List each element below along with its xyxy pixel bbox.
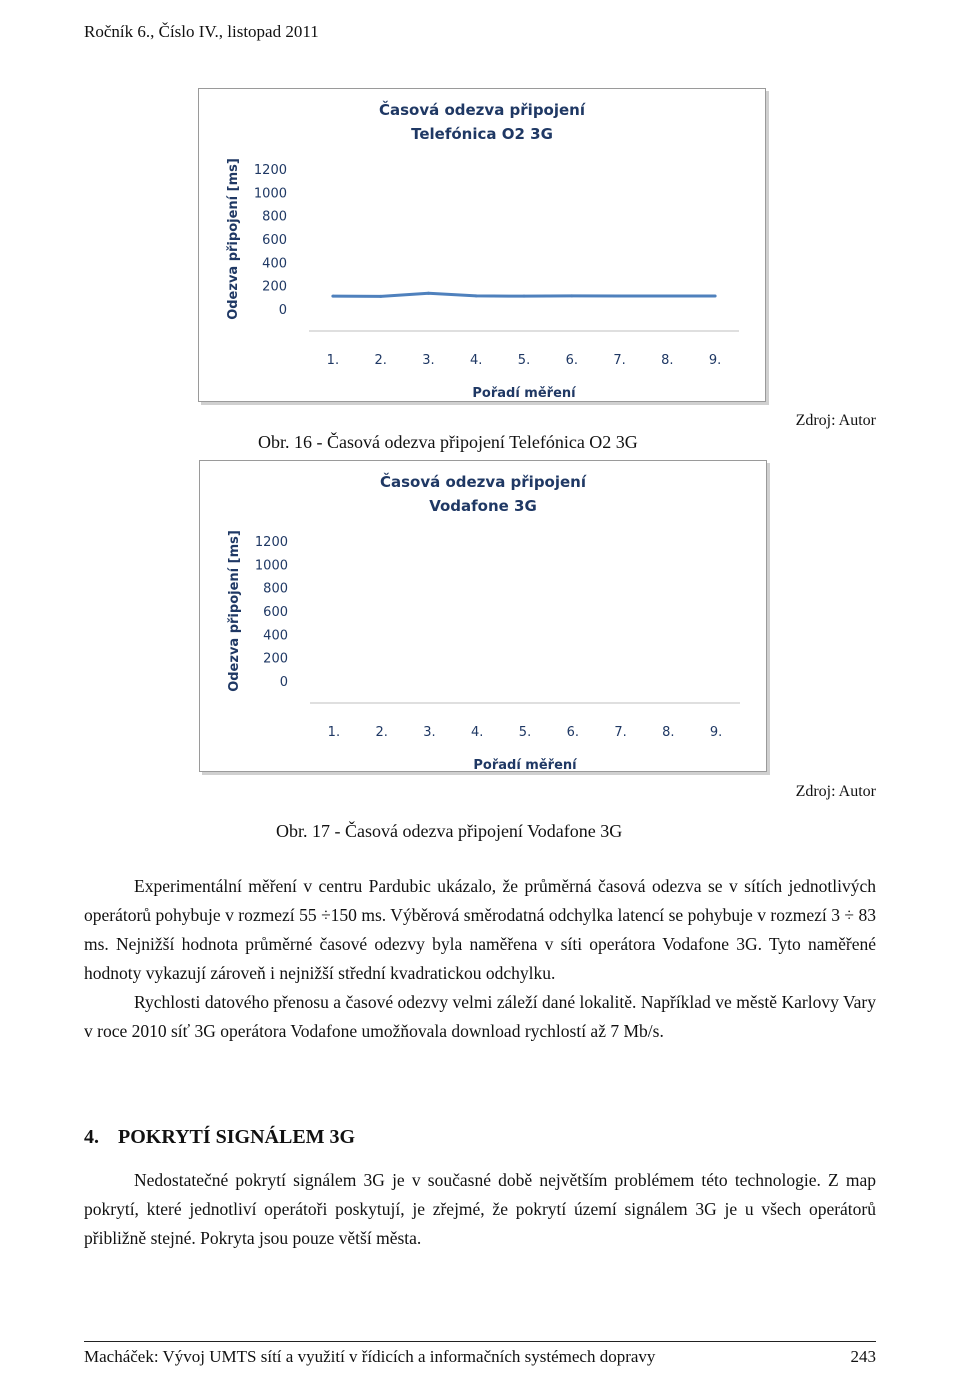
paragraph-2: Rychlosti datového přenosu a časové odezvy velmi záleží dané lokalitě. Například ve městě Karlovy Vary v roce 2010 síť 3G operátora Vodafone umožňovala download rychlostí až 7 Mb/s.	[84, 992, 876, 1041]
section-heading	[84, 1126, 355, 1149]
page-number: 243	[850, 1347, 876, 1366]
y-tick-label: 400	[263, 628, 288, 644]
y-tick-label: 600	[263, 605, 288, 620]
x-tick-label: 3.	[423, 725, 436, 740]
x-tick-label: 2.	[374, 353, 387, 368]
running-header: Ročník 6., Číslo IV., listopad 2011	[84, 22, 319, 41]
x-tick-label: 9.	[708, 353, 722, 368]
y-tick-label: 0	[279, 675, 288, 690]
chart-title: Časová odezva připojení	[378, 101, 586, 119]
figure-16-caption: Obr. 16 - Časová odezva připojení Telefónica O2 3G	[258, 432, 638, 452]
chart-title: Časová odezva připojení	[379, 473, 587, 491]
y-tick-label: 1200	[253, 163, 287, 178]
y-tick-label: 200	[263, 651, 288, 667]
x-tick-label: 1.	[327, 725, 341, 740]
x-tick-label: 7.	[614, 725, 627, 740]
y-tick-label: 800	[262, 209, 287, 225]
chart-subtitle: Vodafone 3G	[429, 497, 537, 515]
x-tick-label: 6.	[566, 725, 579, 740]
paragraph-1: Experimentální měření v centru Pardubic ukázalo, že průměrná časová odezva se v sítích jednotlivých operátorů pohybuje v rozmezí 55 ÷150 ms. Výběrová směrodatná odchylka latencí se pohybuje v rozmezí 3 ÷ 83 ms. Nejnižší hodnota průměrné časové odezvy byla naměřena v síti operátora Vodafone 3G. Tyto naměřené hodnoty vykazují zároveň i nejnižší střední kvadratickou odchylku.	[84, 876, 876, 983]
figure-16-source: Zdroj: Autor	[795, 412, 876, 429]
chart-subtitle: Telefónica O2 3G	[411, 125, 553, 143]
body-section-2	[84, 1166, 876, 1253]
x-tick-label: 8.	[662, 725, 675, 740]
footer-rule	[84, 1341, 876, 1342]
data-point	[427, 292, 430, 295]
body-section	[84, 872, 876, 1046]
y-tick-label: 1000	[254, 558, 288, 574]
y-tick-label: 1000	[253, 186, 287, 202]
data-point	[618, 295, 621, 298]
section-number: 4.	[84, 1126, 99, 1148]
x-axis-label: Pořadí měření	[473, 758, 577, 771]
data-point	[379, 295, 382, 298]
y-tick-label: 0	[278, 303, 287, 318]
figure-17-chart	[199, 460, 767, 772]
x-tick-label: 7.	[613, 353, 626, 368]
y-tick-label: 400	[262, 256, 287, 272]
chart-o2	[199, 89, 765, 401]
x-tick-label: 4.	[471, 725, 484, 740]
data-point	[331, 295, 334, 298]
x-tick-label: 3.	[422, 353, 435, 368]
x-axis-label: Pořadí měření	[472, 386, 576, 401]
paragraph-3: Nedostatečné pokrytí signálem 3G je v současné době největším problémem této technologie. Z map pokrytí, které jednotliví operátoři poskytují, je zřejmé, že pokrytí území signálem 3G je u všech operátorů přibližně stejné. Pokryta jsou pouze větší města.	[84, 1170, 876, 1248]
data-point	[475, 294, 478, 297]
data-point	[570, 294, 573, 297]
y-axis-label: Odezva připojení [ms]	[226, 158, 241, 320]
data-point	[523, 295, 526, 298]
data-point	[666, 295, 669, 298]
x-tick-label: 6.	[565, 353, 578, 368]
figure-17-caption: Obr. 17 - Časová odezva připojení Vodafone 3G	[276, 821, 623, 841]
x-tick-label: 8.	[661, 353, 674, 368]
x-tick-label: 5.	[517, 353, 531, 368]
chart-vodafone	[200, 461, 766, 771]
y-tick-label: 600	[262, 233, 287, 248]
figure-16-chart	[198, 88, 766, 402]
figure-17-source: Zdroj: Autor	[795, 783, 876, 800]
x-tick-label: 2.	[375, 725, 388, 740]
footer-text: Macháček: Vývoj UMTS sítí a využití v řídicích a informačních systémech dopravy	[84, 1347, 656, 1366]
y-tick-label: 1200	[254, 535, 288, 550]
y-axis-label: Odezva připojení [ms]	[227, 530, 242, 692]
y-tick-label: 800	[263, 581, 288, 597]
x-tick-label: 9.	[709, 725, 723, 740]
x-tick-label: 1.	[326, 353, 340, 368]
x-tick-label: 4.	[470, 353, 483, 368]
x-tick-label: 5.	[518, 725, 532, 740]
y-tick-label: 200	[262, 279, 287, 295]
data-point	[714, 295, 717, 298]
section-title: POKRYTÍ SIGNÁLEM 3G	[118, 1126, 356, 1148]
